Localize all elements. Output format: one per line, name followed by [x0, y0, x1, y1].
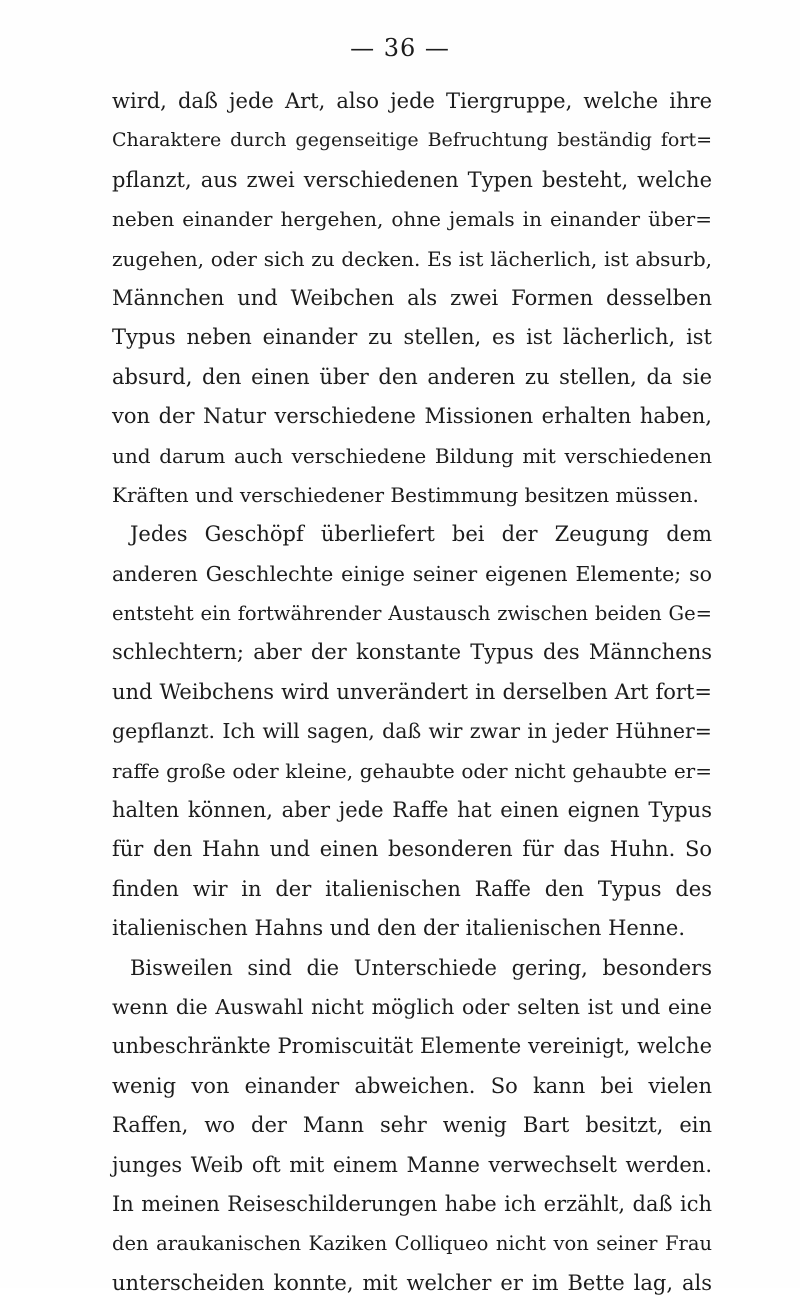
text-line: pflanzt, aus zwei verschiedenen Typen besteht, welche [112, 167, 712, 192]
text-line: Charaktere durch gegenseitige Befruchtung beständig fort= [112, 129, 712, 152]
text-line: neben einander hergehen, ohne jemals in einander über= [112, 207, 712, 232]
text-line: raffe große oder kleine, gehaubte oder nicht gehaubte er= [112, 758, 712, 783]
text-line: entsteht ein fortwährender Austausch zwischen beiden Ge= [112, 602, 712, 626]
text-line: finden wir in der italienischen Raffe den Typus des [112, 876, 712, 901]
text-line: italienischen Hahns und den der italienischen Henne. [112, 916, 685, 941]
text-line: In meinen Reiseschilderungen habe ich erzählt, daß ich [112, 1191, 712, 1216]
text-line: Jedes Geschöpf überliefert bei der Zeugung dem [130, 522, 712, 547]
text-line: wenig von einander abweichen. So kann bei vielen [112, 1073, 712, 1098]
text-line: und darum auch verschiedene Bildung mit verschiedenen [112, 443, 712, 468]
text-line: und Weibchens wird unverändert in derselben Art fort= [112, 679, 712, 704]
text-line: Raffen, wo der Mann sehr wenig Bart besitzt, ein [112, 1113, 712, 1138]
text-line: wird, daß jede Art, also jede Tiergruppe, welche ihre [112, 89, 712, 113]
text-line: gepflanzt. Ich will sagen, daß wir zwar in jeder Hühner= [112, 719, 712, 744]
text-line: Typus neben einander zu stellen, es ist lächerlich, ist [112, 325, 712, 350]
text-line: unterscheiden konnte, mit welcher er im Bette lag, als [112, 1270, 712, 1295]
text-line: wenn die Auswahl nicht möglich oder selten ist und eine [112, 994, 712, 1019]
text-line: den araukanischen Kaziken Colliqueo nicht von seiner Frau [112, 1232, 712, 1256]
text-line: Bisweilen sind die Unterschiede gering, besonders [130, 955, 712, 980]
text-line: absurd, den einen über den anderen zu stellen, da sie [112, 364, 712, 389]
text-line: für den Hahn und einen besonderen für das Huhn. So [112, 837, 712, 862]
text-line: anderen Geschlechte einige seiner eigenen Elemente; so [112, 561, 712, 586]
page-number: — 36 — [350, 34, 450, 62]
text-line: junges Weib oft mit einem Manne verwechselt werden. [112, 1152, 712, 1177]
text-line: zugehen, oder sich zu decken. Es ist lächerlich, ist absurb, [112, 246, 712, 271]
text-line: schlechtern; aber der konstante Typus des Männchens [112, 640, 712, 665]
text-line: Männchen und Weibchen als zwei Formen desselben [112, 285, 712, 310]
text-line: unbeschränkte Promiscuität Elemente vereinigt, welche [112, 1034, 712, 1059]
text-line: Kräften und verschiedener Bestimmung besitzen müssen. [112, 482, 699, 507]
body-text [112, 82, 712, 1303]
text-line: halten können, aber jede Raffe hat einen eignen Typus [112, 798, 712, 823]
text-line: von der Natur verschiedene Missionen erhalten haben, [112, 404, 712, 429]
